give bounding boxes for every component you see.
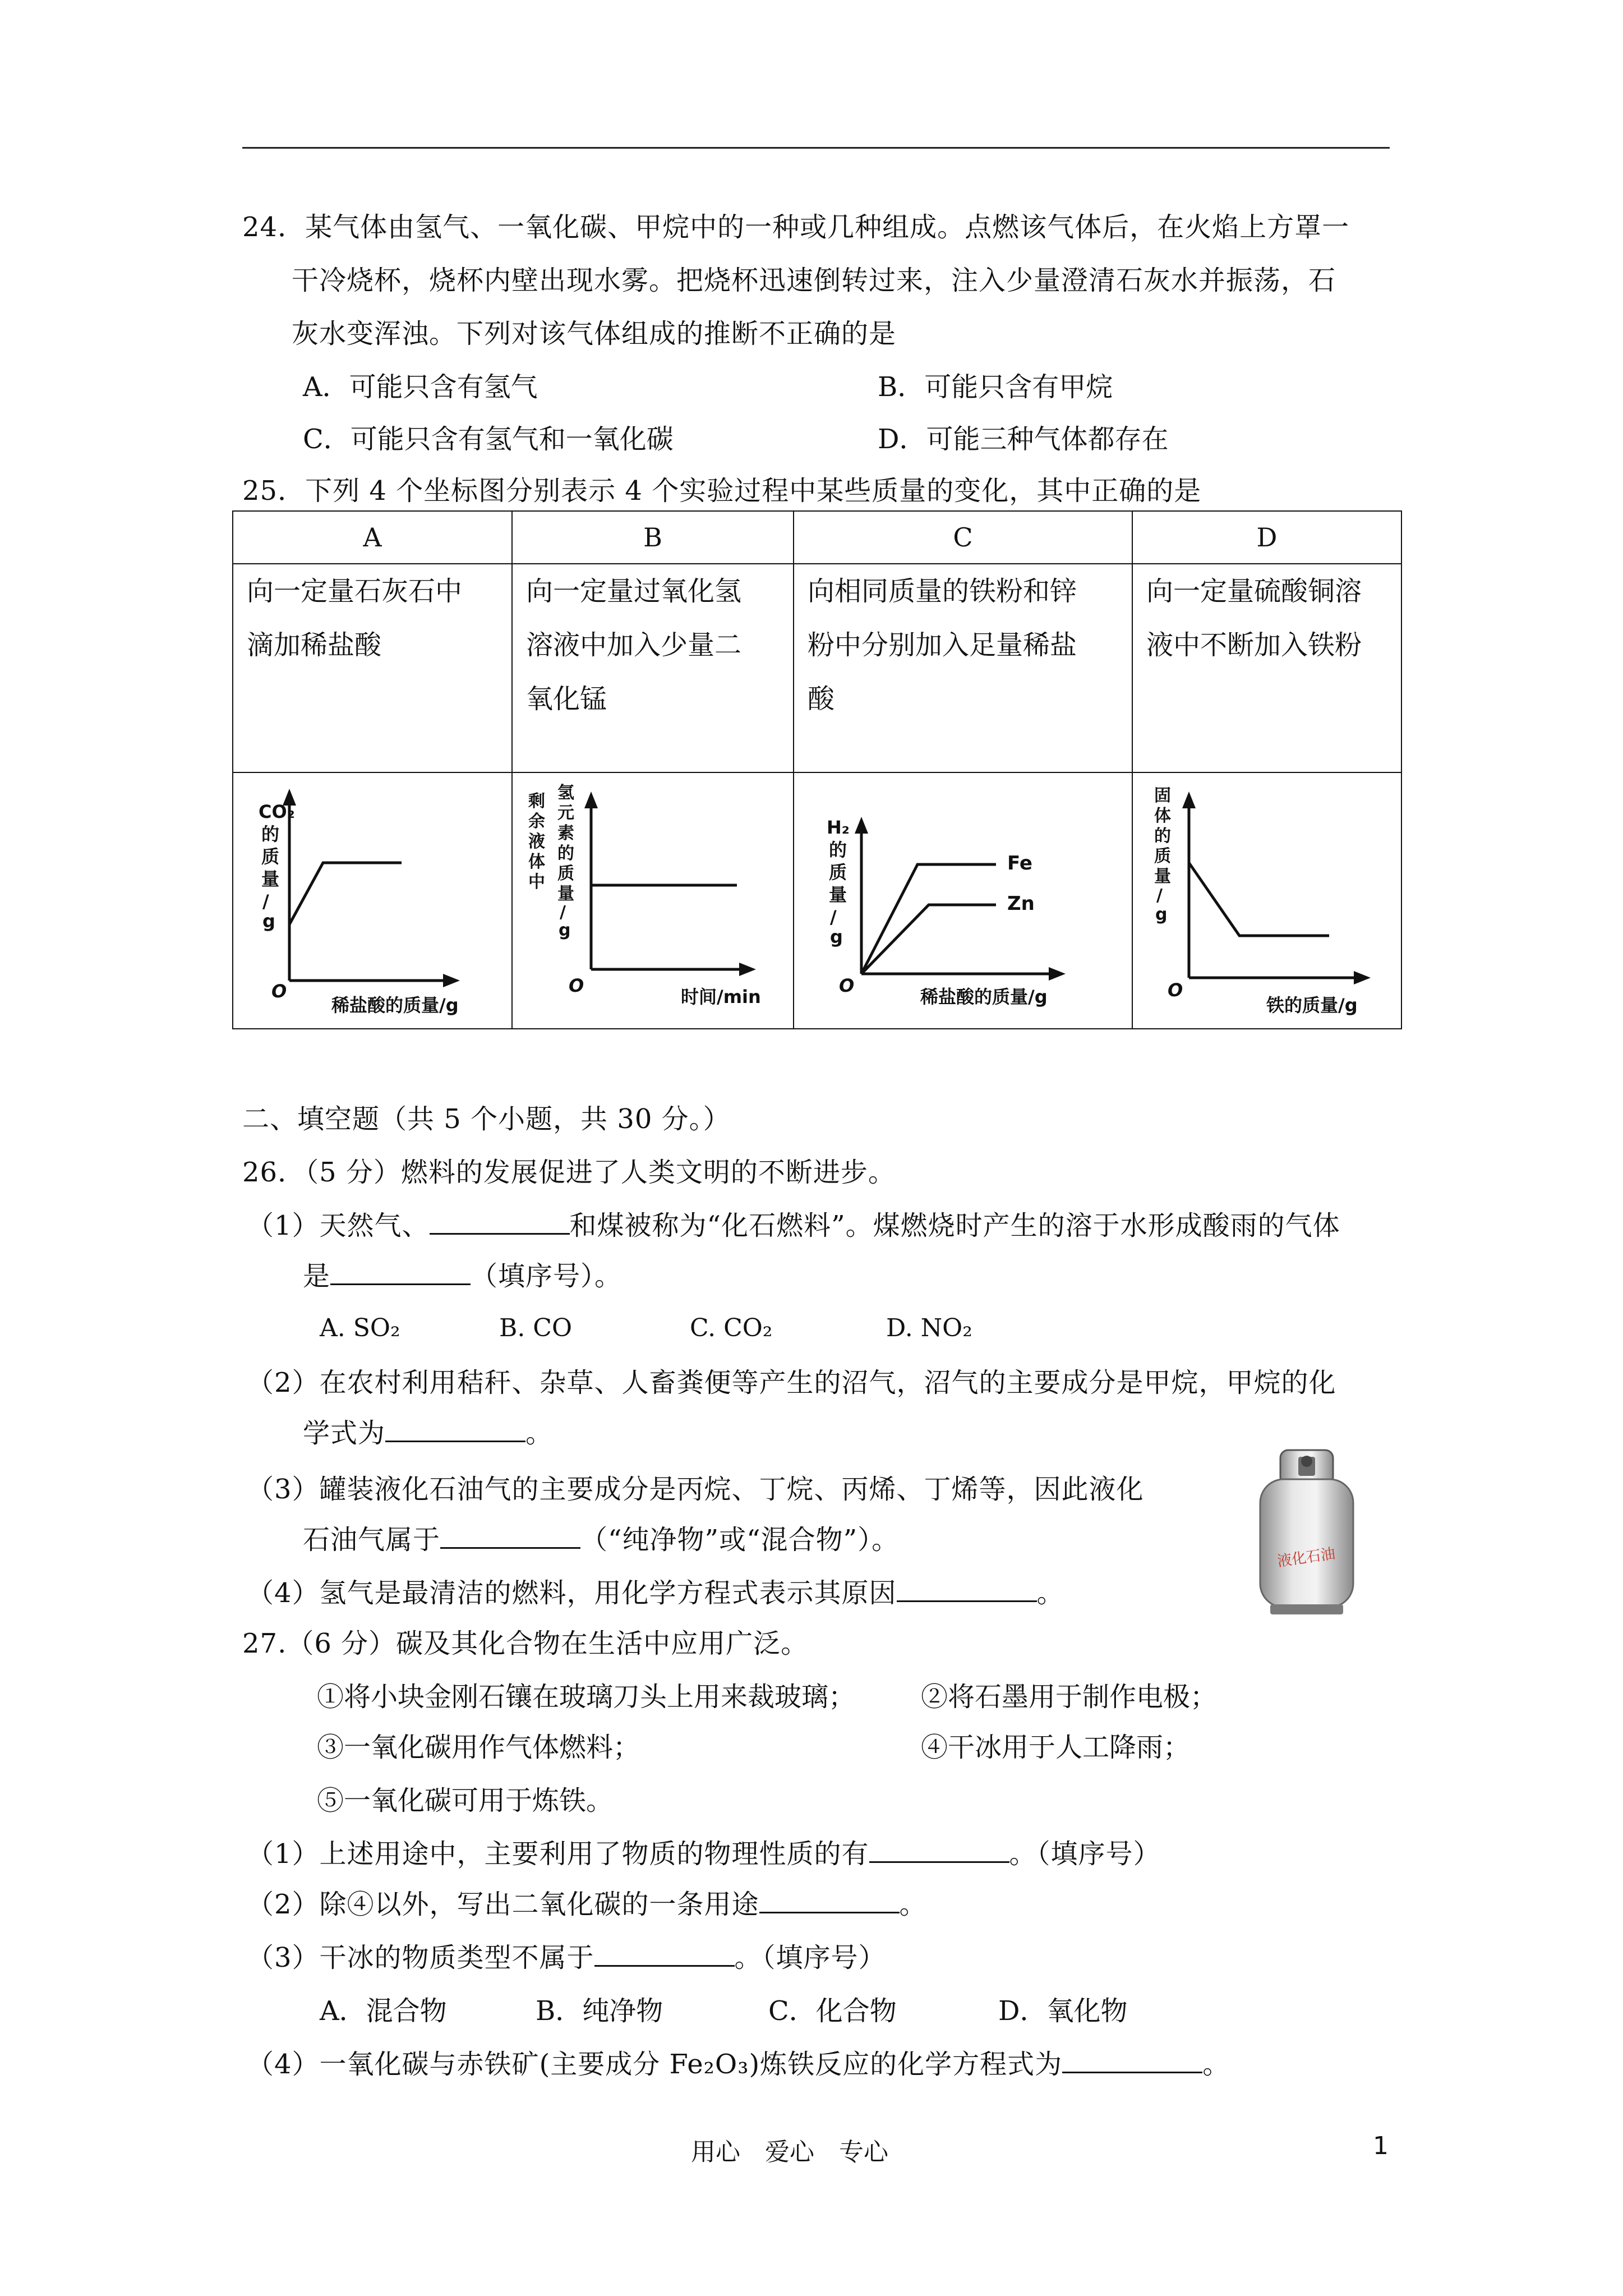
y-label: / — [830, 907, 837, 928]
q27-part1 — [247, 1837, 1161, 1871]
answer-blank[interactable] — [594, 1941, 735, 1967]
q26-part2-line1: （2）在农村利用秸秆、杂草、人畜粪便等产生的沼气，沼气的主要成分是甲烷，甲烷的化 — [247, 1367, 1336, 1398]
q27-part1-text: 。（填序号） — [1009, 1838, 1161, 1870]
q27-use-1: ①将小块金刚石镶在玻璃刀头上用来裁玻璃； — [317, 1681, 856, 1713]
q27-part3-text: （3）干冰的物质类型不属于 — [247, 1942, 594, 1973]
q27-choice-a: A．混合物 — [320, 1995, 447, 2027]
series-fe-line — [861, 864, 996, 974]
y-label: g — [262, 910, 275, 932]
q27-use-5: ⑤一氧化碳可用于炼铁。 — [317, 1785, 614, 1816]
q25-desc-c-line: 粉中分别加入足量稀盐 — [808, 629, 1077, 661]
q26-choice-a: A. SO₂ — [320, 1314, 400, 1342]
q26-part3-line1: （3）罐装液化石油气的主要成分是丙烷、丁烷、丙烯、丁烯等，因此液化 — [247, 1474, 1144, 1505]
y-label-right: / — [560, 903, 566, 922]
q27-choice-b: B．纯净物 — [536, 1995, 663, 2027]
q24-line-1: 24．某气体由氢气、一氧化碳、甲烷中的一种或几种组成。点燃该气体后，在火焰上方罩一 — [242, 211, 1350, 243]
origin-label: O — [569, 975, 584, 996]
q27-part4-text: 。 — [1202, 2049, 1230, 2080]
cylinder-body — [1260, 1479, 1353, 1607]
q26-part2-text: 学式为 — [303, 1418, 386, 1449]
y-label: 质 — [261, 846, 280, 867]
q25-stem: 25．下列 4 个坐标图分别表示 4 个实验过程中某些质量的变化，其中正确的是 — [242, 475, 1202, 507]
q26-part1-text: 是 — [303, 1260, 331, 1292]
cylinder-valve-knob — [1301, 1456, 1312, 1467]
y-label-right: 量 — [557, 884, 574, 904]
origin-label: O — [839, 975, 855, 996]
y-label: 量 — [1154, 867, 1171, 886]
q25-desc-b-line: 向一定量过氧化氢 — [526, 576, 742, 607]
q24-option-b: B．可能只含有甲烷 — [878, 371, 1113, 403]
q25-desc-b — [512, 564, 794, 772]
answer-blank[interactable] — [330, 1260, 471, 1285]
x-label: 时间/min — [681, 986, 761, 1007]
q26-choice-b: B. CO — [499, 1314, 573, 1342]
x-axis-arrow — [1049, 967, 1066, 981]
q27-stem: 27.（6 分）碳及其化合物在生活中应用广泛。 — [242, 1628, 809, 1659]
y-label: 质 — [829, 862, 847, 883]
q24-option-c: C．可能只含有氢气和一氧化碳 — [303, 424, 674, 455]
y-label-right: 的 — [557, 844, 574, 863]
q27-part1-text: （1）上述用途中，主要利用了物质的物理性质的有 — [247, 1838, 869, 1870]
q26-part1-line2 — [303, 1259, 622, 1293]
q25-desc-a-line: 滴加稀盐酸 — [247, 629, 382, 661]
header-rule — [242, 147, 1390, 149]
answer-blank[interactable] — [385, 1417, 525, 1442]
series-zn-label: Zn — [1007, 892, 1035, 915]
y-label-right: 氢 — [557, 783, 574, 803]
q24-option-a: A．可能只含有氢气 — [303, 371, 538, 403]
q25-graph-c-cell — [794, 772, 1132, 1029]
q25-desc-d-line: 液中不断加入铁粉 — [1146, 629, 1362, 661]
q26-part4 — [247, 1576, 1064, 1610]
q27-choice-c: C．化合物 — [768, 1995, 897, 2027]
q26-part3-text: （“纯净物”或“混合物”）。 — [580, 1524, 900, 1556]
y-label-right: 素 — [557, 823, 574, 843]
q27-part4-text: （4）一氧化碳与赤铁矿(主要成分 Fe₂O₃)炼铁反应的化学方程式为 — [247, 2049, 1063, 2080]
q25-graph-c — [794, 773, 1133, 1028]
q26-choice-c: C. CO₂ — [690, 1314, 773, 1342]
footer-motto: 用心 爱心 专心 — [691, 2138, 888, 2166]
y-label: 质 — [1154, 846, 1171, 866]
y-label: CO₂ — [259, 801, 295, 822]
q25-header-b: B — [512, 511, 794, 564]
q27-use-4: ④干冰用于人工降雨； — [921, 1732, 1191, 1763]
q27-part2 — [247, 1888, 927, 1921]
q25-graph-a-cell — [233, 772, 512, 1029]
q25-header-a: A — [233, 511, 512, 564]
q25-desc-c-line: 向相同质量的铁粉和锌 — [808, 576, 1077, 607]
y-label: 体 — [1154, 806, 1171, 826]
q26-part3-text: 石油气属于 — [303, 1524, 441, 1556]
q25-desc-b-line: 溶液中加入少量二 — [526, 629, 742, 661]
q26-part3-line2 — [303, 1523, 899, 1557]
cylinder-base — [1270, 1604, 1343, 1614]
answer-blank[interactable] — [897, 1577, 1037, 1602]
x-axis-arrow — [1354, 971, 1371, 984]
y-label-right: 元 — [557, 803, 574, 823]
q27-part3 — [247, 1941, 886, 1975]
q25-header-c: C — [794, 511, 1132, 564]
q26-stem: 26．（5 分）燃料的发展促进了人类文明的不断进步。 — [242, 1157, 896, 1188]
x-label: 稀盐酸的质量/g — [331, 995, 459, 1016]
q25-table — [232, 510, 1402, 1029]
q26-part4-text: 。 — [1036, 1577, 1064, 1609]
answer-blank[interactable] — [430, 1209, 570, 1235]
q24-line-3: 灰水变浑浊。下列对该气体组成的推断不正确的是 — [292, 318, 897, 349]
curve — [1189, 863, 1329, 936]
q26-part4-text: （4）氢气是最清洁的燃料，用化学方程式表示其原因 — [247, 1577, 897, 1609]
q25-desc-d — [1132, 564, 1401, 772]
q25-desc-d-line: 向一定量硫酸铜溶 — [1146, 576, 1362, 607]
q27-use-3: ③一氧化碳用作气体燃料； — [317, 1732, 640, 1763]
y-axis-arrow — [855, 817, 868, 834]
y-label: 量 — [829, 884, 847, 905]
q26-part1-line1 — [247, 1209, 1340, 1243]
q26-part2-text: 。 — [525, 1418, 554, 1449]
q26-part1-text: （填序号）。 — [471, 1260, 623, 1292]
q25-desc-c-line: 酸 — [808, 683, 835, 715]
page-number: 1 — [1373, 2132, 1389, 2160]
q25-graph-b-cell — [512, 772, 794, 1029]
origin-label: O — [271, 981, 287, 1002]
y-label-left: 中 — [528, 872, 545, 892]
q27-part3-text: 。（填序号） — [734, 1942, 886, 1973]
y-label: g — [830, 926, 843, 947]
y-label-right: g — [559, 921, 571, 940]
y-label: / — [262, 891, 269, 912]
q25-graph-a — [233, 773, 513, 1028]
q27-part2-text: （2）除④以外，写出二氧化碳的一条用途 — [247, 1889, 759, 1920]
answer-blank[interactable] — [1062, 2048, 1202, 2073]
y-axis-arrow — [584, 792, 598, 808]
answer-blank[interactable] — [440, 1524, 580, 1549]
q27-choice-d: D．氧化物 — [998, 1995, 1128, 2027]
q27-part4 — [247, 2047, 1230, 2081]
series-fe-label: Fe — [1007, 852, 1032, 875]
cylinder-label: 液化石油 — [1276, 1545, 1336, 1571]
y-label-right: 质 — [557, 864, 574, 884]
y-label: 固 — [1154, 786, 1171, 806]
y-label: 量 — [261, 868, 280, 890]
y-label-left: 体 — [528, 852, 545, 872]
q25-desc-c — [794, 564, 1132, 772]
q25-desc-a — [233, 564, 512, 772]
q26-choice-d: D. NO₂ — [886, 1314, 972, 1342]
q25-graph-d — [1133, 773, 1402, 1028]
y-label-left: 液 — [528, 832, 545, 852]
series-zn-line — [861, 905, 996, 974]
section-2-title: 二、填空题（共 5 个小题，共 30 分。） — [242, 1103, 731, 1135]
q27-use-2: ②将石墨用于制作电极； — [921, 1681, 1218, 1713]
y-label: H₂ — [827, 817, 850, 838]
y-label: g — [1155, 905, 1168, 924]
y-axis-arrow — [1182, 792, 1196, 808]
y-label: 的 — [1154, 826, 1171, 846]
x-label: 铁的质量/g — [1266, 995, 1358, 1016]
q25-desc-b-line: 氧化锰 — [526, 683, 607, 715]
y-label-left: 余 — [528, 812, 545, 831]
q26-part2-line2 — [303, 1416, 553, 1450]
answer-blank[interactable] — [759, 1888, 900, 1913]
q25-desc-a-line: 向一定量石灰石中 — [247, 576, 463, 607]
y-label: 的 — [829, 839, 847, 861]
y-label: 的 — [261, 823, 280, 845]
y-label: / — [1156, 886, 1163, 905]
q26-part1-text: 和煤被称为“化石燃料”。煤燃烧时产生的溶于水形成酸雨的气体 — [569, 1210, 1340, 1241]
q26-part1-text: （1）天然气、 — [247, 1210, 430, 1241]
y-label-left: 剩 — [528, 792, 545, 811]
q25-header-d: D — [1132, 511, 1401, 564]
x-axis-arrow — [443, 974, 460, 987]
q24-line-2: 干冷烧杯，烧杯内壁出现水雾。把烧杯迅速倒转过来，注入少量澄清石灰水并振荡，石 — [292, 265, 1336, 296]
q24-option-d: D．可能三种气体都存在 — [878, 424, 1169, 455]
x-axis-arrow — [739, 963, 756, 976]
q25-graph-d-cell — [1132, 772, 1401, 1029]
curve — [289, 863, 402, 924]
origin-label: O — [1168, 979, 1183, 1001]
q25-graph-b — [513, 773, 794, 1028]
x-label: 稀盐酸的质量/g — [920, 986, 1048, 1007]
gas-cylinder-image — [1248, 1444, 1366, 1618]
answer-blank[interactable] — [869, 1838, 1009, 1863]
q27-part2-text: 。 — [899, 1889, 927, 1920]
